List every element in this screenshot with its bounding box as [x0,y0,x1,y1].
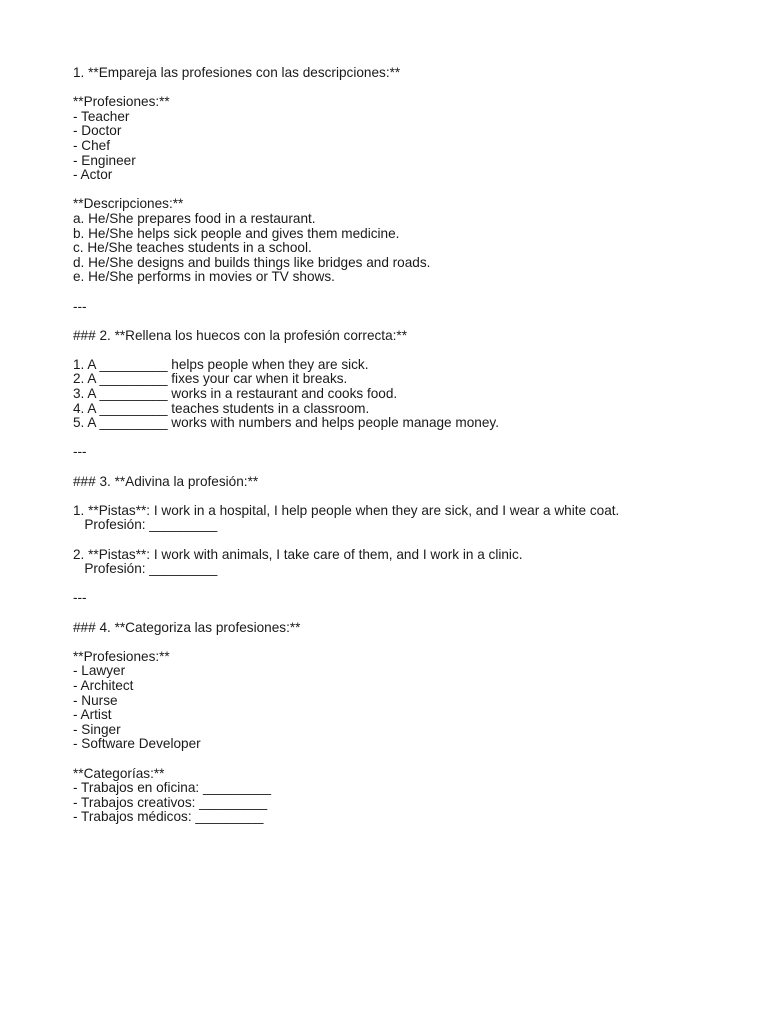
spacer [73,635,753,650]
profession-item: - Singer [73,721,121,737]
profession-item: - Lawyer [73,663,126,679]
section4-heading: ### 4. **Categoriza las profesiones:** [73,619,301,635]
profession-item: - Nurse [73,692,118,708]
fill-blank-item: 3. A _________ works in a restaurant and cooks food. [73,386,398,402]
spacer [73,606,753,621]
spacer [73,489,753,504]
section4-professions-label: **Profesiones:** [73,648,170,664]
spacer [73,314,753,329]
profession-item: - Engineer [73,152,136,168]
spacer [73,285,753,300]
profession-item: - Actor [73,167,113,183]
description-item: e. He/She performs in movies or TV shows. [73,269,335,285]
spacer [73,460,753,475]
description-item: a. He/She prepares food in a restaurant. [73,210,316,226]
profession-item: - Artist [73,707,112,723]
divider: --- [73,444,87,460]
profession-item: - Architect [73,677,134,693]
fill-blank-item: 1. A _________ helps people when they are sick. [73,356,369,372]
spacer [73,533,753,548]
divider: --- [73,590,87,606]
clue-item: 2. **Pistas**: I work with animals, I take care of them, and I work in a clinic. [73,546,523,562]
profession-item: - Teacher [73,108,130,124]
clue-answer: Profesión: _________ [73,561,218,577]
spacer [73,752,753,767]
spacer [73,81,753,96]
section2-heading: ### 2. **Rellena los huecos con la profesión correcta:** [73,327,408,343]
spacer [73,431,753,446]
section4-categories-label: **Categorías:** [73,765,165,781]
description-item: d. He/She designs and builds things like bridges and roads. [73,254,431,270]
section1-descriptions-label: **Descripciones:** [73,196,184,212]
description-item: c. He/She teaches students in a school. [73,240,312,256]
section1-heading: 1. **Empareja las profesiones con las descripciones:** [73,65,401,80]
worksheet [73,66,753,825]
clue-item: 1. **Pistas**: I work in a hospital, I help people when they are sick, and I wear a white coat. [73,502,620,518]
section3-heading: ### 3. **Adivina la profesión:** [73,473,259,489]
spacer [73,343,753,358]
clue-answer: Profesión: _________ [73,517,218,533]
fill-blank-item: 4. A _________ teaches students in a classroom. [73,400,370,416]
category-item: - Trabajos en oficina: _________ [73,780,272,796]
spacer [73,577,753,592]
category-item: - Trabajos médicos: _________ [73,809,264,825]
profession-item: - Software Developer [73,736,201,752]
spacer [73,183,753,198]
fill-blank-item: 5. A _________ works with numbers and helps people manage money. [73,415,499,431]
divider: --- [73,298,87,314]
description-item: b. He/She helps sick people and gives them medicine. [73,225,400,241]
profession-item: - Chef [73,137,111,153]
fill-blank-item: 2. A _________ fixes your car when it breaks. [73,371,348,387]
section1-professions-label: **Profesiones:** [73,94,170,110]
category-item: - Trabajos creativos: _________ [73,794,268,810]
profession-item: - Doctor [73,123,122,139]
